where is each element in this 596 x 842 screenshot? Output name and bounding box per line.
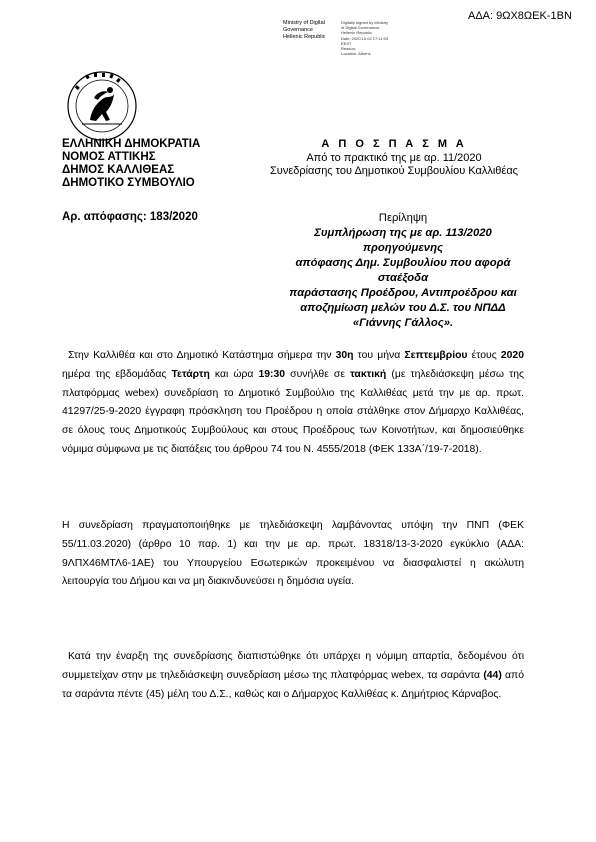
extract-title: Α Π Ο Σ Π Α Σ Μ Α [321, 138, 467, 150]
text: και ώρα [209, 368, 259, 380]
text: ημέρα της εβδομάδας [62, 368, 172, 380]
meeting-day: 30η [335, 350, 354, 361]
digital-signature [283, 20, 343, 41]
extract-line: Από το πρακτικό της με αρ. 11/2020 [306, 151, 482, 164]
decision-number: Αρ. απόφασης: 183/2020 [62, 211, 198, 223]
issuer-line: ΔΗΜΟΤΙΚΟ ΣΥΜΒΟΥΛΙΟ [62, 177, 195, 189]
issuer-line: ΝΟΜΟΣ ΑΤΤΙΚΗΣ [62, 151, 156, 163]
text: (με τηλεδιάσκεψη μέσω της πλατφόρμας webex) συνεδρίαση το Δημοτικό Συμβούλιο της Καλλιθέας μετά την με αρ. πρωτ. 41297/25-9-2020 έγγραφη πρόσκληση του Προέδρου η οποία στάλθηκε στον Δήμαρχο Καλλιθέας, σε όλους τους Δημοτικούς Συμβούλους και στους Προέδρους των Κοινοτήτων, και δημοσιεύθηκε νόμιμα σύμφωνα με τις διατάξεις του άρθρου 74 του Ν. 4555/2018 (ΦΕΚ 133Α΄/19-7-2018). [62, 368, 524, 455]
summary-label: Περίληψη [378, 212, 428, 224]
signature-line: Governance [283, 27, 313, 33]
text: Κατά την έναρξη της συνεδρίασης διαπιστώθηκε ότι υπάρχει η νόμιμη απαρτία, δεδομένου ότι συμμετείχαν στην με τηλεδιάσκεψη συνεδρίαση μέσω της πλατφόρμας webex, τα σαράντα [62, 651, 524, 681]
meeting-weekday: Τετάρτη [171, 368, 210, 380]
summary-line: «Γιάννης Γάλλος». [352, 317, 454, 329]
signature-line: Ministry of Digital [283, 20, 325, 26]
issuer-block [62, 138, 200, 190]
signature-meta-line: Hellenic Republic [341, 30, 372, 36]
text: Στην Καλλιθέα και στο Δημοτικό Κατάστημα σήμερα την [68, 350, 336, 361]
signature-line: Hellenic Republic [283, 34, 326, 40]
meeting-mode: τακτική [350, 368, 387, 380]
signature-meta-line: of Digital Governance, [341, 25, 381, 31]
ada-code: ΑΔΑ: 9ΩΧ8ΩΕΚ-1ΒΝ [468, 10, 572, 22]
meeting-month: Σεπτεμβρίου [404, 350, 468, 361]
signature-meta-line: Location: Athens [341, 51, 371, 57]
summary-line: αποζημίωση μελών του Δ.Σ. του ΝΠΔΔ [300, 302, 506, 314]
text: έτους [467, 350, 501, 361]
municipality-seal-icon [64, 68, 140, 144]
text: από τα σαράντα πέντε (45) μέλη του Δ.Σ., καθώς και ο Δήμαρχος Καλλιθέας κ. Δημήτριος Κάρναβος. [62, 669, 524, 700]
signature-meta [341, 20, 397, 56]
quorum-paragraph [62, 648, 524, 704]
text: συνήλθε σε [285, 368, 351, 380]
issuer-line: ΕΛΛΗΝΙΚΗ ΔΗΜΟΚΡΑΤΙΑ [62, 138, 201, 150]
issuer-line: ΔΗΜΟΣ ΚΑΛΛΙΘΕΑΣ [62, 164, 175, 176]
meeting-paragraph [62, 347, 524, 460]
signature-meta-line: Date: 2020.10.02 17:11:03 [341, 35, 389, 41]
signature-meta-line: EEST [341, 40, 352, 46]
text: του μήνα [353, 350, 405, 361]
attendee-count: (44) [483, 669, 502, 681]
extract-block [263, 138, 525, 179]
meeting-time: 19:30 [258, 368, 286, 380]
signature-meta-line: Digitally signed by Ministry [341, 20, 389, 25]
extract-line: Συνεδρίασης του Δημοτικού Συμβουλίου Καλλιθέας [270, 165, 518, 177]
summary-line: Συμπλήρωση της με αρ. 113/2020 προηγούμενης [314, 227, 492, 254]
summary-line: παράστασης Προέδρου, Αντιπροέδρου και [289, 287, 517, 299]
summary-line: απόφασης Δημ. Συμβουλίου που αφορά σταέξοδα [295, 257, 511, 284]
meeting-year: 2020 [500, 350, 524, 361]
teleconference-paragraph: Η συνεδρίαση πραγματοποιήθηκε με τηλεδιάσκεψη λαμβάνοντας υπόψη την ΠΝΠ (ΦΕΚ 55/11.03.2020) (άρθρο 10 παρ. 1) και την με αρ. πρωτ. 18318/13-3-2020 εγκύκλιο (ΑΔΑ: 9ΛΠΧ46ΜΤΛ6-1ΑΕ) του Υπουργείου Εσωτερικών προκειμένου να διασφαλιστεί η ακώλυτη λειτουργία του Δήμου και να μη διακινδυνεύσει η δημόσια υγεία. [62, 520, 524, 588]
signature-meta-line: Reason: [341, 46, 356, 52]
summary-block [278, 211, 528, 331]
